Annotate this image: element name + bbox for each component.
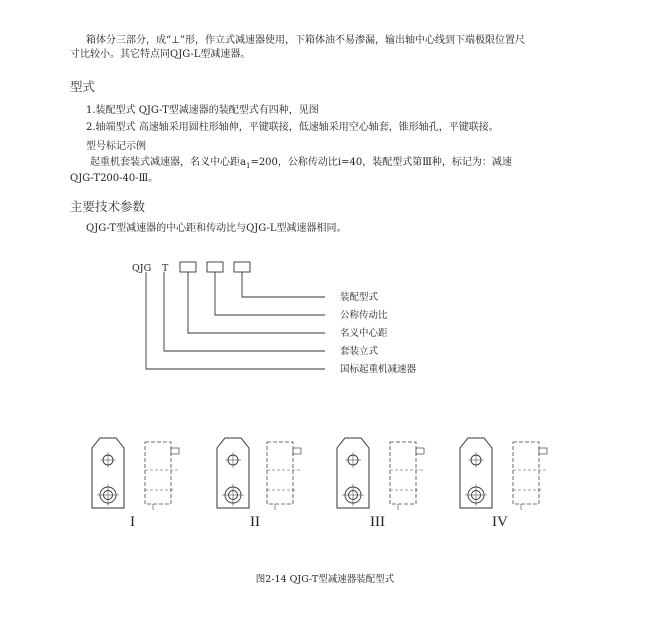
designation-type: T — [162, 263, 169, 274]
designation-box-3 — [234, 262, 250, 272]
designation-diagram — [0, 250, 650, 380]
roman-label-2: II — [250, 514, 260, 530]
designation-box-2 — [207, 262, 223, 272]
label-ratio: 公称传动比 — [340, 310, 388, 321]
label-assembly-type: 装配型式 — [340, 292, 379, 303]
example-title: 型号标记示例 — [86, 141, 146, 152]
assembly-type-3 — [337, 438, 424, 510]
parameters-text: QJG-T型减速器的中心距和传动比与QJG-L型减速器相同。 — [86, 223, 347, 234]
example-line-1: 起重机套装式减速器，名义中心距$a_1=200$，公称传动比i=40，装配型式第Ⅲ种，标记为：减速 — [90, 157, 512, 170]
section-heading-types: 型式 — [70, 79, 96, 94]
label-standard: 国标起重机减速器 — [340, 364, 417, 375]
item-assembly-type: 1.装配型式 QJG-T型减速器的装配型式有四种，见图 — [86, 105, 319, 116]
item-shaft-type: 2.轴端型式 高速轴采用圆柱形轴伸，平键联接，低速轴采用空心轴套，锥形轴孔，平键联接。 — [86, 122, 499, 133]
intro-line-1: 箱体分三部分，成“⊥”形，作立式减速器使用，下箱体油不易渗漏，输出轴中心线到下端极限位置尺 — [86, 35, 525, 46]
label-mount-type: 套装立式 — [340, 346, 379, 357]
figure-caption: 图2-14 QJG-T型减速器装配型式 — [255, 574, 395, 585]
designation-code: QJG — [132, 263, 152, 274]
designation-box-1 — [180, 262, 196, 272]
assembly-type-4 — [460, 438, 547, 510]
roman-label-1: I — [130, 514, 135, 530]
label-center-distance: 名义中心距 — [340, 328, 388, 339]
roman-label-4: IV — [492, 514, 508, 530]
assembly-drawings — [0, 425, 650, 515]
intro-line-2: 寸比较小。其它特点同QJG-L型减速器。 — [70, 49, 251, 60]
example-line-2: QJG-T200-40-Ⅲ。 — [70, 173, 159, 184]
section-heading-parameters: 主要技术参数 — [70, 199, 146, 214]
roman-label-3: III — [370, 514, 385, 530]
assembly-type-1 — [92, 438, 179, 510]
assembly-type-2 — [217, 438, 301, 510]
